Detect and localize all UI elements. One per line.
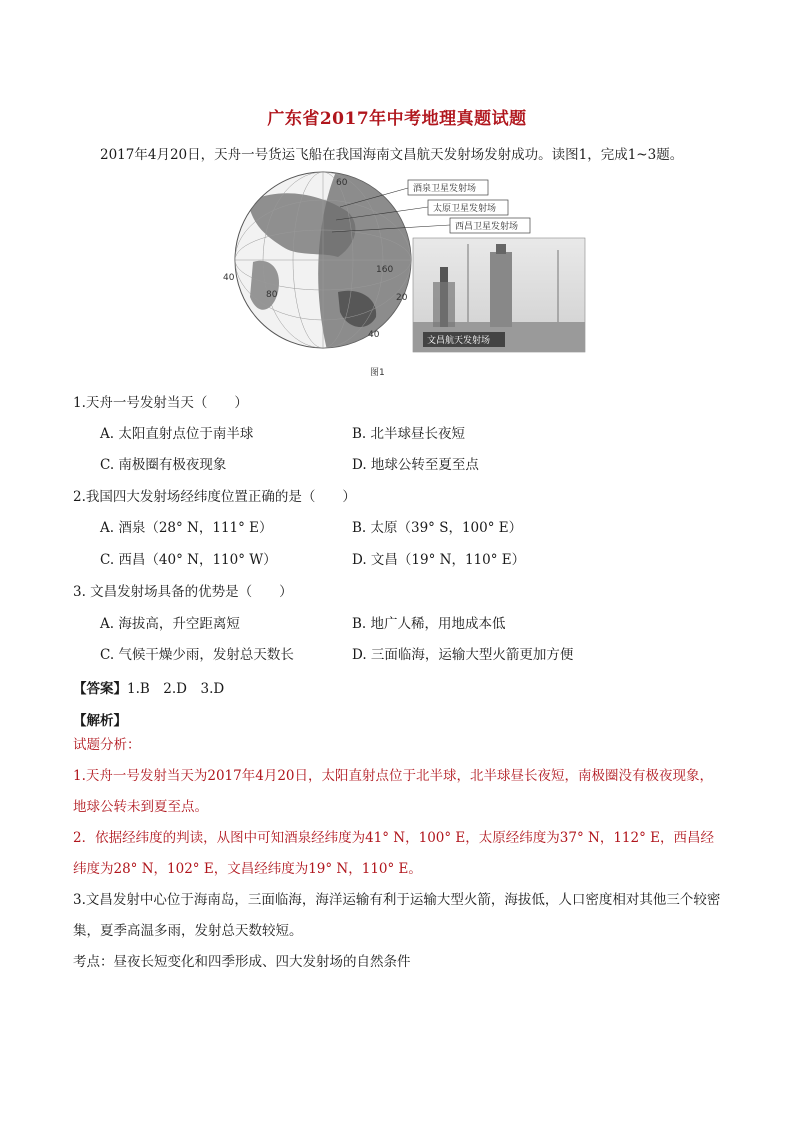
launch-site-photo [413, 238, 585, 352]
globe-illustration [223, 167, 428, 372]
svg-text:西昌卫星发射场: 西昌卫星发射场 [455, 222, 519, 232]
lat-label-60: 60 [336, 178, 348, 188]
analysis-key-points: 考点：昼夜长短变化和四季形成、四大发射场的自然条件 [73, 954, 411, 970]
lon-label-80: 80 [266, 290, 278, 300]
svg-text:酒泉卫星发射场: 酒泉卫星发射场 [413, 184, 477, 194]
analysis-subheading: 试题分析： [73, 737, 141, 753]
answer-line [73, 677, 224, 697]
analysis-paragraph-2: 2．依据经纬度的判读，从图中可知酒泉经纬度为41° N，100° E，太原经纬度为37° N，112° E，西昌经纬度为28° N，102° E，文昌经纬度为19° N，110° E。 [73, 830, 714, 877]
q3-option-a: A. 海拔高，升空距离短 [100, 616, 240, 632]
intro-text: 2017年4月20日，天舟一号货运飞船在我国海南文昌航天发射场发射成功。读图1，完成1~3题。 [100, 147, 684, 163]
question-3-stem: 3. 文昌发射场具备的优势是（ ） [73, 584, 293, 600]
answer-label: 【答案】 [73, 681, 127, 697]
left-label-40: 40 [223, 273, 235, 283]
q3-option-c: C. 气候干燥少雨，发射总天数长 [100, 647, 294, 663]
label-wenchang: 文昌航天发射场 [427, 336, 491, 346]
figure-caption: 图1 [370, 368, 385, 378]
q1-option-c: C. 南极圈有极夜现象 [100, 457, 227, 473]
q3-option-d: D. 三面临海，运输大型火箭更加方便 [352, 647, 574, 663]
label-jiuquan [408, 180, 488, 195]
q1-option-b: B. 北半球昼长夜短 [352, 426, 466, 442]
lon-label-160: 160 [376, 265, 394, 275]
question-2-stem: 2.我国四大发射场经纬度位置正确的是（ ） [73, 489, 356, 505]
q2-option-c: C. 西昌（40° N，110° W） [100, 552, 277, 568]
svg-text:太原卫星发射场: 太原卫星发射场 [433, 204, 497, 214]
analysis-heading: 【解析】 [73, 713, 127, 729]
answer-text: 1.B 2.D 3.D [127, 681, 225, 697]
label-xichang [450, 218, 530, 233]
lat-label-40s: 40 [368, 330, 380, 340]
q2-option-a: A. 酒泉（28° N，111° E） [100, 520, 273, 536]
question-1-stem: 1.天舟一号发射当天（ ） [73, 395, 248, 411]
q2-option-b: B. 太原（39° S，100° E） [352, 520, 523, 536]
analysis-paragraph-3: 3.文昌发射中心位于海南岛，三面临海，海洋运输有利于运输大型火箭，海拔低，人口密度相对其他三个较密集，夏季高温多雨，发射总天数较短。 [73, 892, 721, 939]
figure-1 [223, 172, 588, 382]
q2-option-d: D. 文昌（19° N，110° E） [352, 552, 526, 568]
analysis-paragraph-1: 1.天舟一号发射当天为2017年4月20日，太阳直射点位于北半球，北半球昼长夜短，南极圈没有极夜现象，地球公转未到夏至点。 [73, 768, 714, 815]
label-taiyuan [428, 200, 508, 215]
q1-option-a: A. 太阳直射点位于南半球 [100, 426, 254, 442]
page-title: 广东省2017年中考地理真题试题 [267, 109, 527, 129]
q1-option-d: D. 地球公转至夏至点 [352, 457, 479, 473]
lat-label-20: 20 [396, 293, 408, 303]
q3-option-b: B. 地广人稀，用地成本低 [352, 616, 506, 632]
